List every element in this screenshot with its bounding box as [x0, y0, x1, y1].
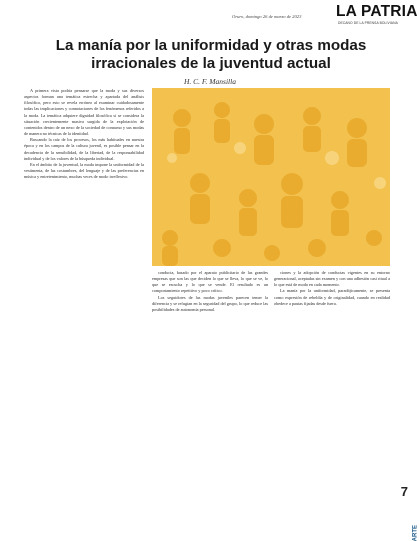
yellow-figures-image [152, 88, 390, 266]
masthead [0, 0, 420, 30]
article-photo [152, 88, 390, 266]
article-byline: H. C. F. Mansilla [184, 77, 236, 86]
paragraph: ciones y la adopción de conductas vigentes en su entorno generacional, aceptadas sin examen y con una adhesión casi ritual a lo que está de moda en cada momento. [274, 270, 390, 288]
paragraph: conducta, basado por el aparato publicitario de las grandes empresas que son las que deciden lo que se lleva, lo que se ve, lo que se escucha y lo que se vende. El resultado es un comportamiento repetitivo y poco crítico. [152, 270, 268, 294]
logo-tagline: DECANO DE LA PRENSA BOLIVIANA [338, 21, 398, 25]
article-column-1 [24, 88, 144, 512]
paragraph: Los seguidores de las modas juveniles parecen temer la diferencia y se refugian en la seguridad del grupo, lo que reduce las posibilidades de autonomía personal. [152, 294, 268, 312]
newspaper-logo: LA PATRIA [336, 3, 418, 20]
article-column-3 [274, 270, 390, 512]
section-tab: ARTE [412, 525, 418, 541]
paragraph: La manía por la uniformidad, paradójicamente, se presenta como expresión de rebeldía y de originalidad, cuando en realidad obedece a pautas fijadas desde fuera. [274, 288, 390, 306]
article-headline: La manía por la uniformidad y otras modas irracionales de la juventud actual [55, 37, 367, 72]
page-corner [386, 469, 420, 541]
article-column-2 [152, 270, 268, 512]
paragraph: Buscando la raíz de los procesos, los más habituales en nuestra época y en los campos de la cultura juvenil, es posible pensar en la decadencia de la sensibilidad, de la libertad, de la responsabilidad individual y de los valores de la búsqueda individual. [24, 137, 144, 161]
page-number: 7 [400, 484, 408, 499]
paragraph: En el ámbito de la juventud, la moda impone la uniformidad de la vestimenta, de las costumbres, del lenguaje y de las preferencias en música y entretenimiento, muchas veces de modo irreflexivo. [24, 161, 144, 180]
paragraph: A primera vista podría pensarse que la moda y sus diversos aspectos forman una temática estrecha y apartada del análisis filosófico, pero esto se revela erróneo al examinar cuidadosamente todas las implicaciones y connotaciones de los fenómenos referidos a la moda. La temática adquiere dignidad filosófica si se considera la situación crecientemente masiva surgida de la explotación de contenidos dentro de un nexo de la sociedad de consumo y sus modas de manera no técnicas de la identidad. [24, 88, 144, 137]
dateline: Oruro, domingo 26 de marzo de 2023 [232, 14, 302, 19]
